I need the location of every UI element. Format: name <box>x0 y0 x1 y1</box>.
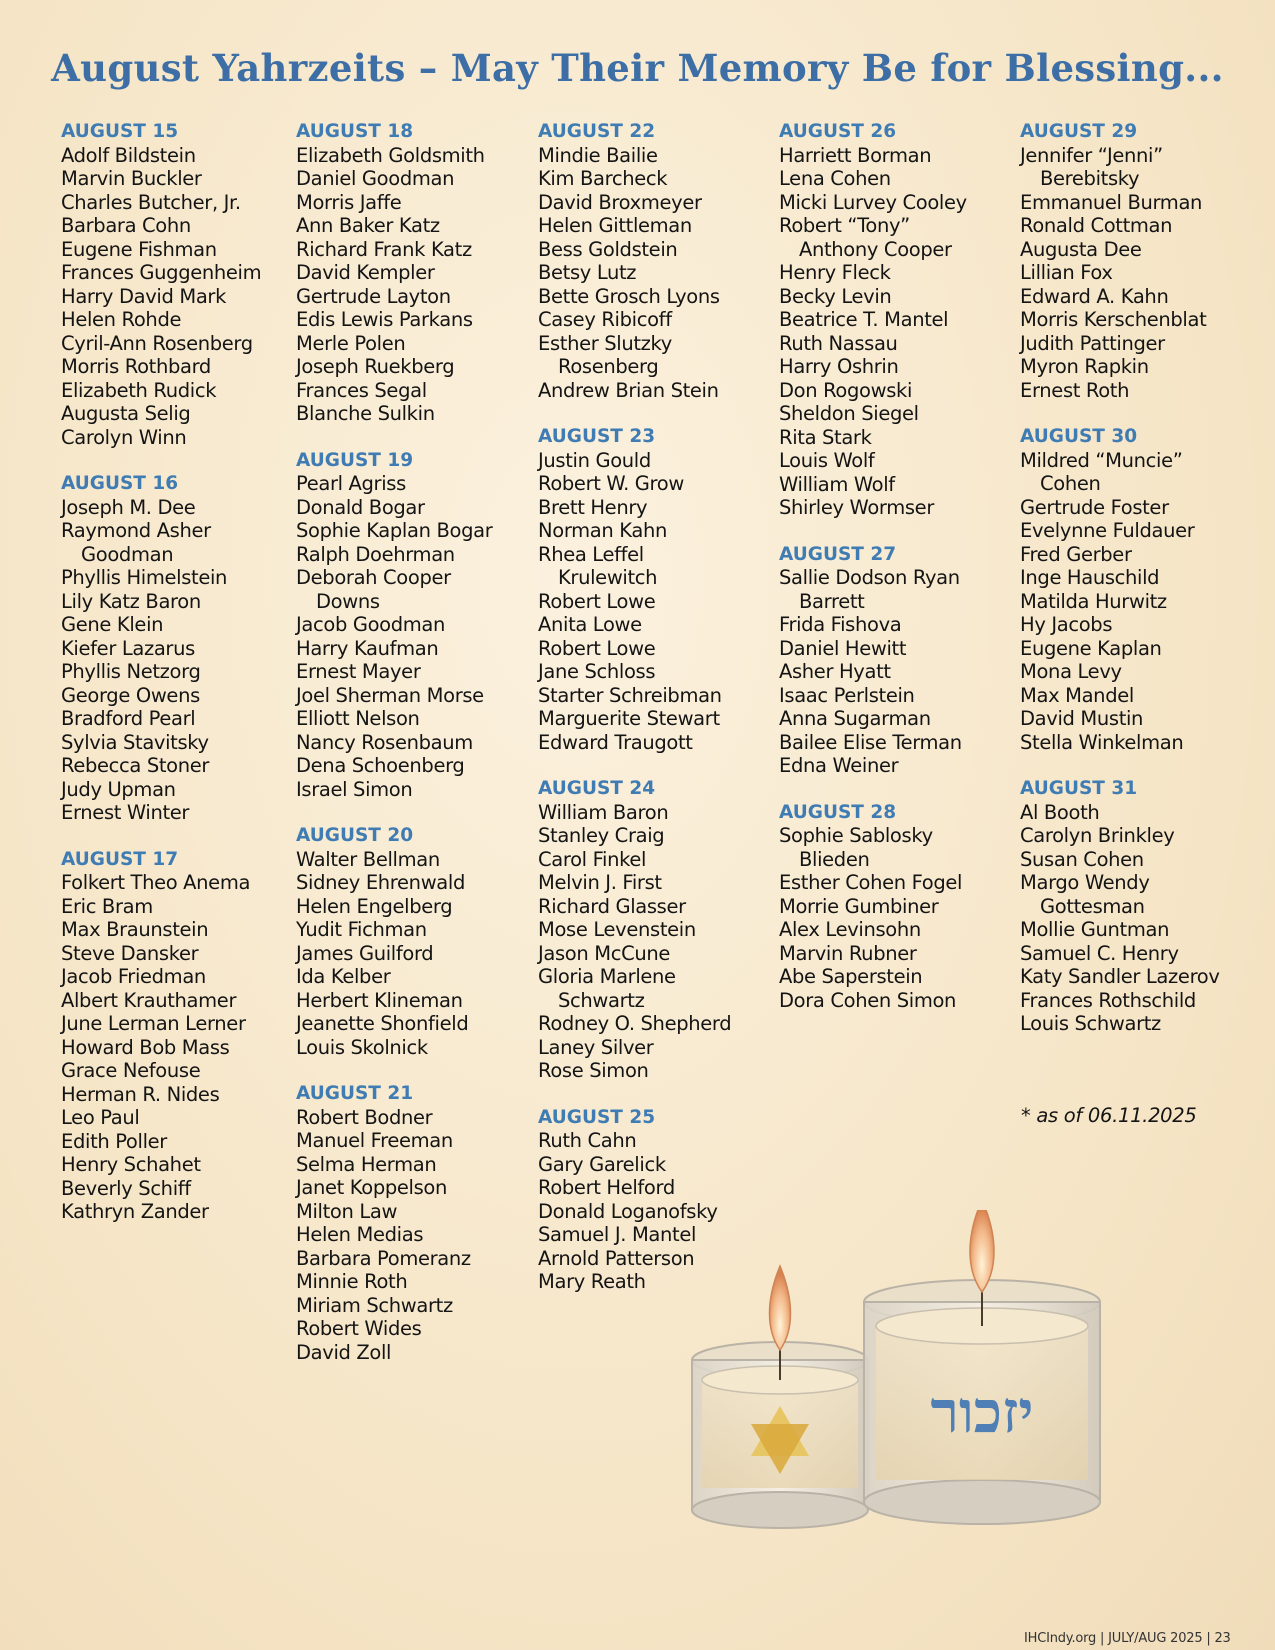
name-list-item: Sidney Ehrenwald <box>296 871 465 894</box>
name-list-item: James Guilford <box>296 941 434 965</box>
name-list-item: Eric Bram <box>61 894 153 918</box>
date-group <box>1020 425 1260 754</box>
name-list-item: Joseph M. Dee <box>61 495 196 519</box>
name-list-item: Walter Bellman <box>296 847 440 871</box>
name-list-item: Sophie Sablosky Blieden <box>779 824 933 871</box>
name-list-item: Matilda Hurwitz <box>1020 589 1167 613</box>
date-heading: AUGUST 15 <box>61 121 179 142</box>
name-list-item: Inge Hauschild <box>1020 566 1160 589</box>
name-list-item: Samuel C. Henry <box>1020 941 1179 965</box>
name-list-item: Elliott Nelson <box>296 707 420 730</box>
name-list-item: Stanley Craig <box>538 824 665 847</box>
name-list-item: Anna Sugarman <box>779 707 931 730</box>
column-1 <box>61 120 301 1247</box>
date-heading: AUGUST 24 <box>538 778 656 799</box>
name-list <box>61 871 301 1224</box>
name-list-item: Eugene Kaplan <box>1020 636 1162 660</box>
name-list-item: Rose Simon <box>538 1059 649 1082</box>
name-list-item: Herbert Klineman <box>296 988 463 1012</box>
name-list-item: Robert Wides <box>296 1317 422 1340</box>
date-group <box>1020 120 1260 402</box>
name-list-item: Frida Fishova <box>779 613 902 636</box>
name-list-item: Grace Nefouse <box>61 1059 201 1082</box>
name-list-item: Edis Lewis Parkans <box>296 308 473 331</box>
date-heading: AUGUST 27 <box>779 543 897 565</box>
date-group <box>538 120 778 402</box>
name-list-item: Dora Cohen Simon <box>779 988 957 1012</box>
date-heading: AUGUST 31 <box>1020 778 1138 799</box>
name-list-item: Howard Bob Mass <box>61 1035 230 1059</box>
name-list-item: Norman Kahn <box>538 519 667 542</box>
name-list <box>61 144 301 450</box>
name-list-item: Ida Kelber <box>296 965 391 988</box>
name-list-item: Bradford Pearl <box>61 707 196 730</box>
name-list-item: Edward A. Kahn <box>1020 284 1169 308</box>
date-group <box>296 824 536 1059</box>
name-list-item: Mose Levenstein <box>538 918 696 941</box>
name-list-item: Alex Levinsohn <box>779 918 921 941</box>
date-heading: AUGUST 25 <box>538 1106 656 1128</box>
yizkor-candles-illustration <box>682 1210 1122 1540</box>
name-list-item: Bette Grosch Lyons <box>538 284 720 308</box>
name-list-item: Gloria Marlene Schwartz <box>538 965 676 1012</box>
name-list <box>538 144 778 403</box>
name-list-item: Lillian Fox <box>1020 261 1113 284</box>
name-list-item: Milton Law <box>296 1199 398 1223</box>
name-list-item: Joseph Ruekberg <box>296 355 455 378</box>
date-group <box>296 449 536 802</box>
date-heading: AUGUST 19 <box>296 449 414 471</box>
name-list-item: Elizabeth Goldsmith <box>296 143 485 167</box>
name-list-item: Albert Krauthamer <box>61 988 237 1012</box>
name-list-item: Louis Skolnick <box>296 1035 428 1059</box>
name-list-item: Sheldon Siegel <box>779 402 919 425</box>
name-list-item: Kim Barcheck <box>538 167 668 190</box>
name-list-item: Lily Katz Baron <box>61 589 201 613</box>
name-list-item: Susan Cohen <box>1020 847 1144 871</box>
name-list-item: Henry Schahet <box>61 1153 201 1176</box>
name-list-item: Raymond Asher Goodman <box>61 519 211 566</box>
name-list-item: Gertrude Layton <box>296 284 451 308</box>
name-list-item: Rhea Leffel Krulewitch <box>538 542 658 589</box>
name-list-item: Ralph Doehrman <box>296 542 455 566</box>
name-list-item: Daniel Hewitt <box>779 636 907 660</box>
name-list-item: Robert Bodner <box>296 1105 433 1129</box>
name-list-item: Janet Koppelson <box>296 1176 448 1199</box>
name-list-item: Frances Guggenheim <box>61 261 262 284</box>
name-list-item: Robert Lowe <box>538 589 656 613</box>
name-list-item: Donald Loganofsky <box>538 1199 718 1223</box>
name-list-item: Samuel J. Mantel <box>538 1223 697 1246</box>
column-3 <box>538 120 778 1317</box>
name-list-item: Jacob Friedman <box>61 965 206 988</box>
name-list-item: Max Braunstein <box>61 918 209 941</box>
name-list-item: Augusta Dee <box>1020 237 1142 261</box>
name-list-item: Bess Goldstein <box>538 237 678 261</box>
page-title: August Yahrzeits – May Their Memory Be for Blessing... <box>51 46 1224 90</box>
name-list-item: Laney Silver <box>538 1035 654 1059</box>
name-list-item: Phyllis Himelstein <box>61 566 228 589</box>
name-list <box>538 801 778 1083</box>
name-list-item: Sylvia Stavitsky <box>61 730 209 754</box>
name-list-item: Pearl Agriss <box>296 472 406 495</box>
name-list-item: Mildred “Muncie” Cohen <box>1020 448 1183 495</box>
name-list-item: David Kempler <box>296 261 435 284</box>
date-heading: AUGUST 17 <box>61 848 179 870</box>
name-list-item: Ann Baker Katz <box>296 214 440 237</box>
name-list-item: Shirley Wormser <box>779 496 934 519</box>
name-list-item: Anita Lowe <box>538 613 642 636</box>
name-list-item: Harriett Borman <box>779 143 932 167</box>
name-list-item: Carol Finkel <box>538 847 647 871</box>
date-heading: AUGUST 22 <box>538 121 656 142</box>
name-list <box>296 1106 536 1365</box>
name-list-item: Ernest Roth <box>1020 378 1130 402</box>
name-list-item: Harry David Mark <box>61 284 227 308</box>
name-list-item: Arnold Patterson <box>538 1246 695 1270</box>
name-list <box>61 496 301 825</box>
date-group <box>1020 777 1260 1036</box>
name-list-item: Folkert Theo Anema <box>61 871 251 894</box>
name-list-item: Stella Winkelman <box>1020 730 1184 754</box>
name-list-item: Harry Oshrin <box>779 355 899 378</box>
date-group <box>779 543 1019 778</box>
name-list-item: Elizabeth Rudick <box>61 378 217 402</box>
name-list-item: Mollie Guntman <box>1020 918 1170 941</box>
name-list-item: Starter Schreibman <box>538 683 722 707</box>
name-list-item: Margo Wendy Gottesman <box>1020 871 1150 918</box>
name-list <box>296 144 536 426</box>
name-list-item: Lena Cohen <box>779 167 891 190</box>
name-list-item: Max Mandel <box>1020 683 1134 707</box>
name-list-item: Micki Lurvey Cooley <box>779 190 967 214</box>
name-list-item: Fred Gerber <box>1020 542 1132 566</box>
date-heading: AUGUST 29 <box>1020 121 1138 142</box>
name-list-item: Morrie Gumbiner <box>779 894 939 918</box>
name-list-item: Phyllis Netzorg <box>61 660 201 683</box>
name-list <box>1020 801 1260 1036</box>
name-list-item: Daniel Goodman <box>296 167 455 190</box>
date-group <box>779 120 1019 520</box>
column-5 <box>1020 120 1260 1059</box>
name-list-item: Sophie Kaplan Bogar <box>296 519 493 542</box>
name-list-item: Eugene Fishman <box>61 237 217 261</box>
date-heading: AUGUST 18 <box>296 121 414 142</box>
name-list <box>779 144 1019 520</box>
name-list-item: Esther Cohen Fogel <box>779 871 963 894</box>
name-list-item: Esther Slutzky Rosenberg <box>538 331 672 378</box>
name-list-item: Carolyn Brinkley <box>1020 824 1175 847</box>
name-list <box>296 848 536 1060</box>
name-list-item: Miriam Schwartz <box>296 1293 453 1317</box>
date-group <box>538 777 778 1083</box>
name-list-item: William Wolf <box>779 472 895 496</box>
name-list-item: Robert Helford <box>538 1176 675 1199</box>
date-heading: AUGUST 23 <box>538 426 656 447</box>
name-list-item: Yudit Fichman <box>296 918 427 941</box>
name-list-item: Marvin Rubner <box>779 941 917 965</box>
name-list-item: Dena Schoenberg <box>296 754 465 777</box>
name-list-item: Andrew Brian Stein <box>538 378 719 402</box>
name-list-item: Israel Simon <box>296 777 413 801</box>
name-list-item: Carolyn Winn <box>61 425 187 449</box>
name-list <box>1020 449 1260 755</box>
name-list-item: Emmanuel Burman <box>1020 190 1203 214</box>
name-list-item: Kiefer Lazarus <box>61 636 195 660</box>
name-list-item: Morris Kerschenblat <box>1020 308 1207 331</box>
column-2 <box>296 120 536 1387</box>
name-list-item: Brett Henry <box>538 495 648 519</box>
name-list-item: Mona Levy <box>1020 660 1122 683</box>
name-list-item: Jason McCune <box>538 941 671 965</box>
name-list-item: Kathryn Zander <box>61 1200 209 1223</box>
name-list-item: Harry Kaufman <box>296 636 439 660</box>
name-list-item: Sallie Dodson Ryan Barrett <box>779 566 960 613</box>
name-list-item: Donald Bogar <box>296 495 425 519</box>
name-list-item: Helen Gittleman <box>538 214 692 237</box>
name-list-item: David Zoll <box>296 1340 392 1364</box>
name-list-item: Marvin Buckler <box>61 167 202 190</box>
as-of-note: * as of 06.11.2025 <box>1021 1104 1197 1127</box>
name-list-item: Isaac Perlstein <box>779 683 915 707</box>
name-list-item: Robert Lowe <box>538 636 656 660</box>
name-list-item: Justin Gould <box>538 448 651 472</box>
name-list-item: George Owens <box>61 683 200 707</box>
name-list-item: Edna Weiner <box>779 754 899 777</box>
name-list-item: Becky Levin <box>779 284 892 308</box>
name-list-item: Myron Rapkin <box>1020 355 1149 378</box>
name-list-item: Nancy Rosenbaum <box>296 730 473 754</box>
name-list-item: Louis Schwartz <box>1020 1012 1161 1035</box>
date-group <box>296 120 536 426</box>
page-footer: IHCIndy.org | JULY/AUG 2025 | 23 <box>1024 1631 1231 1646</box>
yizkor-hebrew-text: יזכור <box>930 1378 1034 1446</box>
name-list-item: Augusta Selig <box>61 402 191 425</box>
date-group <box>538 425 778 754</box>
name-list-item: Steve Dansker <box>61 941 199 965</box>
name-list-item: Ernest Winter <box>61 801 190 824</box>
name-list-item: Ruth Nassau <box>779 331 898 355</box>
name-list-item: Jeanette Shonfield <box>296 1012 469 1035</box>
name-list-item: Richard Frank Katz <box>296 237 472 261</box>
date-heading: AUGUST 30 <box>1020 426 1138 447</box>
date-heading: AUGUST 26 <box>779 121 897 142</box>
name-list-item: Helen Engelberg <box>296 894 453 918</box>
name-list-item: Bailee Elise Terman <box>779 730 962 754</box>
name-list-item: Judith Pattinger <box>1020 331 1165 355</box>
name-list-item: Asher Hyatt <box>779 660 891 683</box>
name-list-item: Jacob Goodman <box>296 613 446 636</box>
name-list-item: Ronald Cottman <box>1020 214 1173 237</box>
name-list-item: Morris Rothbard <box>61 355 211 378</box>
name-list-item: Selma Herman <box>296 1152 437 1176</box>
name-list-item: Manuel Freeman <box>296 1129 453 1152</box>
name-list-item: Marguerite Stewart <box>538 707 720 730</box>
name-list-item: Mindie Bailie <box>538 143 658 167</box>
name-list-item: Jane Schloss <box>538 660 656 683</box>
name-list-item: Melvin J. First <box>538 871 662 894</box>
name-list-item: William Baron <box>538 800 669 824</box>
name-list-item: Barbara Cohn <box>61 214 191 237</box>
name-list-item: Richard Glasser <box>538 894 686 918</box>
name-list-item: Betsy Lutz <box>538 261 637 284</box>
name-list-item: Barbara Pomeranz <box>296 1246 471 1270</box>
name-list-item: Ernest Mayer <box>296 660 421 683</box>
date-group <box>61 120 301 449</box>
name-list-item: Louis Wolf <box>779 449 875 472</box>
name-list-item: Robert “Tony” Anthony Cooper <box>779 214 952 261</box>
name-list-item: Don Rogowski <box>779 378 913 402</box>
name-list <box>1020 144 1260 403</box>
name-list-item: Beatrice T. Mantel <box>779 308 949 331</box>
name-list-item: Evelynne Fuldauer <box>1020 519 1195 542</box>
date-heading: AUGUST 16 <box>61 473 179 494</box>
date-group <box>61 472 301 825</box>
name-list-item: Adolf Bildstein <box>61 143 196 167</box>
name-list-item: David Broxmeyer <box>538 190 702 214</box>
name-list-item: Minnie Roth <box>296 1270 408 1293</box>
name-list-item: Judy Upman <box>61 777 176 801</box>
date-group <box>296 1082 536 1364</box>
name-list-item: Ruth Cahn <box>538 1129 637 1152</box>
name-list <box>779 566 1019 778</box>
name-list <box>779 824 1019 1012</box>
name-list-item: Katy Sandler Lazerov <box>1020 965 1220 988</box>
name-list-item: Mary Reath <box>538 1270 646 1293</box>
name-list-item: Frances Segal <box>296 378 427 402</box>
name-list-item: Morris Jaffe <box>296 190 402 214</box>
name-list-item: Charles Butcher, Jr. <box>61 190 241 214</box>
name-list-item: Merle Polen <box>296 331 406 355</box>
name-list-item: Frances Rothschild <box>1020 988 1196 1012</box>
name-list-item: Gary Garelick <box>538 1152 666 1176</box>
name-list-item: Rodney O. Shepherd <box>538 1012 732 1035</box>
name-list-item: Hy Jacobs <box>1020 613 1113 636</box>
date-group <box>61 848 301 1224</box>
name-list-item: Deborah Cooper Downs <box>296 566 451 613</box>
name-list <box>538 449 778 755</box>
name-list-item: Helen Rohde <box>61 308 182 331</box>
name-list-item: Joel Sherman Morse <box>296 683 484 707</box>
date-heading: AUGUST 28 <box>779 801 897 823</box>
name-list-item: Beverly Schiff <box>61 1176 191 1200</box>
date-group <box>779 801 1019 1013</box>
name-list-item: Casey Ribicoff <box>538 308 672 331</box>
name-list-item: Edward Traugott <box>538 730 693 754</box>
name-list-item: Cyril-Ann Rosenberg <box>61 331 253 355</box>
name-list-item: Robert W. Grow <box>538 472 684 495</box>
date-heading: AUGUST 21 <box>296 1083 414 1104</box>
name-list-item: Blanche Sulkin <box>296 402 435 425</box>
name-list-item: Abe Saperstein <box>779 965 923 988</box>
name-list-item: Henry Fleck <box>779 261 891 284</box>
name-list-item: Edith Poller <box>61 1129 167 1153</box>
name-list-item: Jennifer “Jenni” Berebitsky <box>1020 143 1163 190</box>
name-list-item: Gertrude Foster <box>1020 495 1169 519</box>
name-list-item: June Lerman Lerner <box>61 1012 246 1035</box>
name-list-item: Rita Stark <box>779 425 872 449</box>
name-list-item: Al Booth <box>1020 800 1100 824</box>
name-list <box>296 472 536 801</box>
column-4 <box>779 120 1019 1035</box>
name-list-item: David Mustin <box>1020 707 1144 730</box>
name-list-item: Rebecca Stoner <box>61 754 210 777</box>
yizkor-candle-large-icon <box>864 1210 1100 1524</box>
name-list-item: Helen Medias <box>296 1223 424 1246</box>
name-list-item: Herman R. Nides <box>61 1082 220 1106</box>
name-list-item: Gene Klein <box>61 613 164 636</box>
yizkor-candle-small-icon <box>692 1266 868 1528</box>
name-list-item: Leo Paul <box>61 1106 140 1129</box>
date-heading: AUGUST 20 <box>296 825 414 846</box>
